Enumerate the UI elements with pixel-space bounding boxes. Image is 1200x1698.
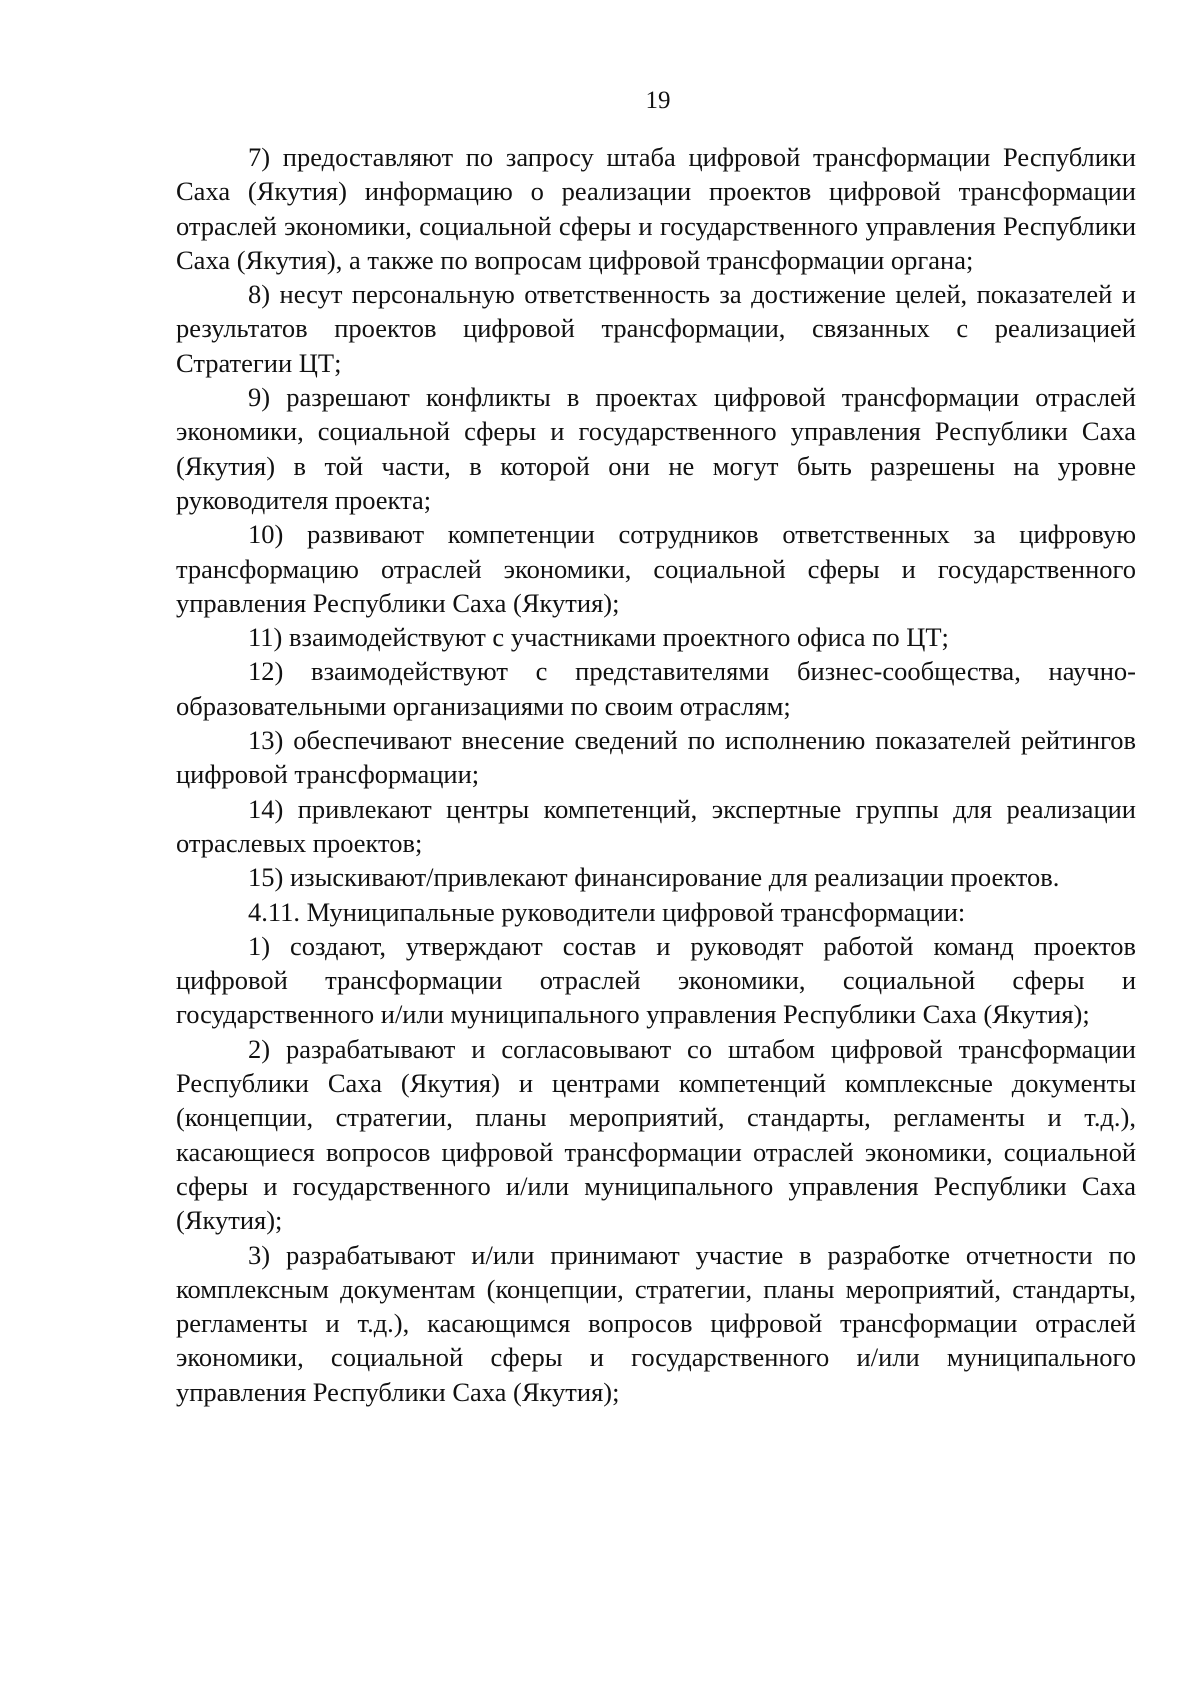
paragraph-item-7: 7) предоставляют по запросу штаба цифровой трансформации Республики Саха (Якутия) информацию о реализации проектов цифровой трансформации отраслей экономики, социальной сферы и государственного управления Республики Саха (Якутия), а также по вопросам цифровой трансформации органа;	[176, 142, 1136, 275]
page-number: 19	[645, 87, 671, 114]
paragraph-item-12: 12) взаимодействуют с представителями бизнес-сообщества, научно-образовательными организациями по своим отраслям;	[176, 656, 1136, 721]
paragraph-item-10: 10) развивают компетенции сотрудников ответственных за цифровую трансформацию отраслей экономики, социальной сферы и государственного управления Республики Саха (Якутия);	[176, 519, 1136, 618]
paragraph-item-8: 8) несут персональную ответственность за достижение целей, показателей и результатов проектов цифровой трансформации, связанных с реализацией Стратегии ЦТ;	[176, 279, 1136, 378]
paragraph-sub-item-1: 1) создают, утверждают состав и руководят работой команд проектов цифровой трансформации отраслей экономики, социальной сферы и государственного и/или муниципального управления Республики Саха (Якутия);	[176, 930, 1136, 1030]
section-heading-4-11: 4.11. Муниципальные руководители цифровой трансформации:	[248, 896, 966, 927]
paragraph-sub-item-2: 2) разрабатывают и согласовывают со штабом цифровой трансформации Республики Саха (Якутия) и центрами компетенций комплексные документы (концепции, стратегии, планы мероприятий, стандарты, регламенты и т.д.), касающиеся вопросов цифровой трансформации отраслей экономики, социальной сферы и государственного и/или муниципального управления Республики Саха (Якутия);	[176, 1033, 1136, 1236]
document-body	[176, 140, 1136, 1409]
paragraph-item-15: 15) изыскивают/привлекают финансирование для реализации проектов.	[248, 862, 1060, 893]
paragraph-item-13: 13) обеспечивают внесение сведений по исполнению показателей рейтингов цифровой трансформации;	[176, 725, 1136, 790]
paragraph-item-9: 9) разрешают конфликты в проектах цифровой трансформации отраслей экономики, социальной сферы и государственного управления Республики Саха (Якутия) в той части, в которой они не могут быть разрешены на уровне руководителя проекта;	[176, 382, 1136, 515]
paragraph-item-14: 14) привлекают центры компетенций, экспертные группы для реализации отраслевых проектов;	[176, 793, 1136, 858]
paragraph-sub-item-3: 3) разрабатывают и/или принимают участие в разработке отчетности по комплексным документам (концепции, стратегии, планы мероприятий, стандарты, регламенты и т.д.), касающимся вопросов цифровой трансформации отраслей экономики, социальной сферы и государственного и/или муниципального управления Республики Саха (Якутия);	[176, 1239, 1136, 1407]
paragraph-item-11: 11) взаимодействуют с участниками проектного офиса по ЦТ;	[248, 622, 949, 653]
